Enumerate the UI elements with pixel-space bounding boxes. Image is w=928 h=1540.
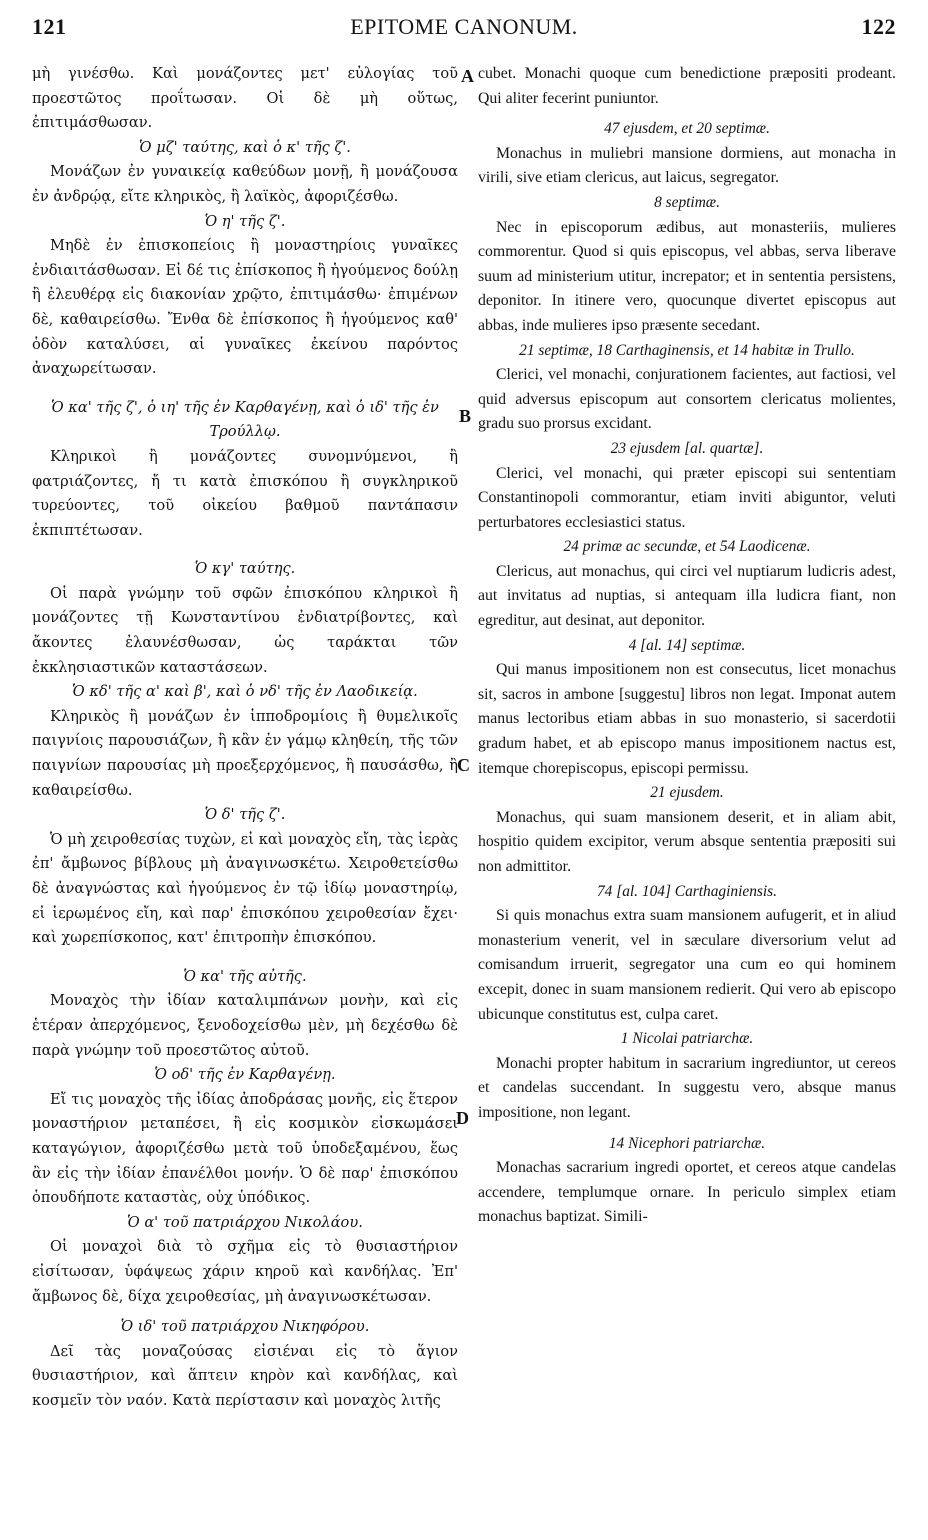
- greek-canon-heading: Ὁ ιδ' τοῦ πατριάρχου Νικηφόρου.: [120, 1318, 370, 1336]
- margin-marker-b: B: [459, 406, 472, 426]
- greek-canon-heading: Ὁ κα' τῆς αὐτῆς.: [183, 967, 307, 985]
- latin-paragraph: Clericus, aut monachus, qui circi vel nuptiarum ludicris adest, aut invitatus ad nuptias, si antequam illa ludicra fiant, non egreditur, aut desinat, aut deponitor.: [478, 562, 896, 630]
- latin-canon-heading: 21 ejusdem.: [650, 784, 724, 802]
- greek-paragraph: Εἴ τις μοναχὸς τῆς ἰδίας ἀποδράσας μονῆς, εἰς ἕτερον μοναστήριον μεταπέσει, ἢ εἰς κοσμικὸν εἰσκωμάσει καταγώγιον, ἀφοριζέσθω μετὰ τοῦ ὑποδεξαμένου, ἕως ἂν εἰς τὴν ἰδίαν ἐπανέλθοι μονήν. Ὁ δὲ παρ' ἐπισκόπου ὁπουδήποτε καταστὰς, οὐχ ὑπόδικος.: [32, 1090, 458, 1207]
- greek-paragraph: Οἱ μοναχοὶ διὰ τὸ σχῆμα εἰς τὸ θυσιαστήριον εἰσίτωσαν, ὑφάψεως χάριν κηροῦ καὶ κανδήλας. Ἐπ' ἄμβωνος δὲ, δίχα χειροθεσίας, μὴ ἀναγινωσκέτωσαν.: [32, 1238, 458, 1305]
- greek-paragraph: Μονάζων ἐν γυναικείᾳ καθεύδων μονῇ, ἢ μονάζουσα ἐν ἀνδρῴᾳ, εἴτε κληρικὸς, ἢ λαϊκὸς, ἀφοριζέσθω.: [32, 163, 458, 205]
- page-number-right: 122: [861, 14, 896, 39]
- latin-paragraph: Monachus in muliebri mansione dormiens, aut monacha in virili, sive etiam clericus, aut laicus, segregator.: [478, 144, 896, 187]
- greek-canon-heading: Ὁ μζ' ταύτης, καὶ ὁ κ' τῆς ζ'.: [139, 138, 351, 156]
- greek-paragraph: Δεῖ τὰς μοναζούσας εἰσιέναι εἰς τὸ ἅγιον θυσιαστήριον, καὶ ἅπτειν κηρὸν καὶ κανδήλας, καὶ κοσμεῖν τὸν ναόν. Κατὰ περίστασιν καὶ μοναχὸς λιτῆς: [32, 1342, 458, 1409]
- latin-paragraph: Monachi propter habitum in sacrarium ingrediuntor, ut cereos et candelas succendant. In suggestu vero, absque manus impositione, non legant.: [478, 1054, 896, 1121]
- latin-canon-heading: 24 primæ ac secundæ, et 54 Laodicenæ.: [563, 538, 811, 556]
- spacer: [32, 543, 458, 557]
- latin-canon-heading: 74 [al. 104] Carthaginiensis.: [596, 882, 777, 900]
- spacer: [32, 951, 458, 965]
- greek-canon-heading: Ὁ η' τῆς ζ'.: [204, 212, 286, 230]
- greek-paragraph: Μηδὲ ἐν ἐπισκοπείοις ἢ μοναστηρίοις γυναῖκες ἐνδιαιτάσθωσαν. Εἰ δέ τις ἐπίσκοπος ἢ ἡγούμενος δούλῃ ἢ ἐλευθέρᾳ εἰς διακονίαν χρῷτο, ἐπιτιμάσθω· ἐπιμένων δὲ, καθαιρείσθω. Ἔνθα δὲ ἐπίσκοπος ἢ ἡγούμενος καθ' ὁδὸν καταλύσει, αἱ γυναῖκες ἐκείνου παρόντος ἀναχωρείτωσαν.: [32, 237, 458, 378]
- latin-canon-heading: 8 septimæ.: [654, 193, 720, 211]
- latin-canon-heading: 4 [al. 14] septimæ.: [628, 636, 746, 654]
- greek-paragraph: Κληρικοὶ ἢ μονάζοντες συνομνύμενοι, ἢ φατριάζοντες, ἤ τι κατὰ ἐπισκόπου ἢ συγκληρικοῦ τυρεύοντες, τοῦ οἰκείου βαθμοῦ παντάπασιν ἐκπιπτέτωσαν.: [32, 447, 458, 539]
- latin-paragraph: Clerici, vel monachi, qui præter episcopi sui sententiam Constantinopoli commorantur, etiam inviti abiguntor, veluti perturbatores ecclesiastici status.: [478, 464, 896, 531]
- greek-column: [32, 62, 458, 1527]
- latin-paragraph: Qui manus impositionem non est consecutus, licet monachus sit, sacros in ambone [suggestu] libros non legat. Imponat autem manus lectoribus etiam abbas in suo monasterio, si sacerdotii gradum habet, et ab episcopo manus impositionem nactus est, itemque chorepiscopus, episcopi permissu.: [478, 661, 896, 777]
- greek-canon-heading: Ὁ δ' τῆς ζ'.: [204, 806, 286, 824]
- greek-paragraph: Ὁ μὴ χειροθεσίας τυχὼν, εἰ καὶ μοναχὸς εἴη, τὰς ἱερὰς ἐπ' ἄμβωνος βίβλους μὴ ἀναγινωσκέτω. Χειροθετείσθω δὲ ἀναγνώστας καὶ ἡγούμενος ἐν τῷ ἰδίῳ μοναστηρίῳ, εἰ ἱερωμένος εἴη, καὶ παρ' ἐπισκόπου χειροθεσίαν ἔχει· καὶ χωρεπίσκοπος, κατ' ἐπιτροπὴν ἐπισκόπου.: [32, 830, 458, 947]
- latin-column: [478, 62, 896, 1527]
- greek-canon-heading: Ὁ κγ' ταύτης.: [194, 560, 296, 578]
- latin-canon-heading: 47 ejusdem, et 20 septimæ.: [604, 120, 770, 138]
- spacer: [32, 382, 458, 396]
- latin-paragraph: Si quis monachus extra suam mansionem aufugerit, et in aliud monasterium venerit, vel in sæculare diversorium velut ad comisandum irruerit, segregator una cum eo qui hominem excepit, donec in suam mansionem redierit. Qui vero ab episcopo ubicunque constitutus est, culpa caret.: [478, 907, 896, 1023]
- latin-canon-heading: 1 Nicolai patriarchæ.: [620, 1030, 754, 1048]
- margin-marker-d: D: [456, 1108, 469, 1128]
- greek-canon-heading: Ὁ κα' τῆς ζ', ὁ ιη' τῆς ἐν Καρθαγένῃ, καὶ ὁ ιδ' τῆς ἐν Τρούλλῳ.: [51, 398, 439, 441]
- latin-canon-heading: 23 ejusdem [al. quartæ].: [610, 439, 764, 457]
- greek-canon-heading: Ὁ κδ' τῆς α' καὶ β', καὶ ὁ νδ' τῆς ἐν Λαοδικείᾳ.: [72, 683, 418, 701]
- greek-paragraph: Μοναχὸς τὴν ἰδίαν καταλιμπάνων μονὴν, καὶ εἰς ἑτέραν ἀπερχόμενος, ξενοδοχείσθω μὲν, μὴ δεχέσθω δὲ παρὰ γνώμην τοῦ προεστῶτος αὐτοῦ.: [32, 992, 458, 1059]
- latin-canon-heading: 21 septimæ, 18 Carthaginensis, et 14 habitæ in Trullo.: [519, 341, 855, 359]
- latin-paragraph: Nec in episcoporum ædibus, aut monasteriis, mulieres commorentur. Quod si quis episcopus, vel abbas, serva liberave suum ad ministerium utitur, increpator; et in sententia persistens, deponitor. In itinere vero, quocunque divertet episcopus aut abbas, inde mulieres ipso præsente secedant.: [478, 218, 896, 334]
- page-header: [32, 14, 896, 50]
- greek-canon-heading: Ὁ α' τοῦ πατριάρχου Νικολάου.: [127, 1213, 363, 1231]
- latin-paragraph: cubet. Monachi quoque cum benedictione præpositi prodeant. Qui aliter fecerint puniuntor.: [478, 65, 896, 107]
- latin-paragraph: Clerici, vel monachi, conjurationem facientes, aut factiosi, vel quid adversus episcopum aut consortem clericatus molientes, gradu suo prorsus excidant.: [478, 366, 896, 433]
- greek-paragraph: Οἱ παρὰ γνώμην τοῦ σφῶν ἐπισκόπου κληρικοὶ ἢ μονάζοντες τῇ Κωνσταντίνου ἐνδιατρίβοντες, καὶ ἄκοντες ἐλαυνέσθωσαν, ὡς ταράκται τῶν ἐκκλησιαστικῶν καταστάσεων.: [32, 584, 458, 676]
- margin-marker-c: C: [457, 755, 470, 775]
- greek-paragraph: μὴ γινέσθω. Καὶ μονάζοντες μετ' εὐλογίας τοῦ προεστῶτος προΐτωσαν. Οἱ δὲ μὴ οὕτως, ἐπιτιμάσθωσαν.: [32, 65, 458, 132]
- running-title: EPITOME CANONUM.: [350, 14, 578, 39]
- latin-paragraph: Monachus, qui suam mansionem deserit, et in aliam abit, hospitio quidem excipitor, verum absque sententia præpositi sui non admittitor.: [478, 808, 896, 875]
- margin-marker-a: A: [461, 66, 474, 86]
- greek-paragraph: Κληρικὸς ἢ μονάζων ἐν ἱπποδρομίοις ἢ θυμελικοῖς παιγνίοις παρουσιάζων, ἢ κἂν ἐν γάμῳ κληθείη, τῆς τῶν παιγνίων παρουσίας μὴ προεξερχόμενος, ἢ παυσάσθω, ἢ καθαιρείσθω.: [32, 707, 458, 799]
- latin-paragraph: Monachas sacrarium ingredi oportet, et cereos atque candelas accendere, templumque ornare. In periculo simplex etiam monachus baptizat. Simili-: [478, 1159, 896, 1226]
- greek-canon-heading: Ὁ οδ' τῆς ἐν Καρθαγένῃ.: [154, 1066, 336, 1084]
- latin-canon-heading: 14 Nicephori patriarchæ.: [608, 1134, 766, 1152]
- page-number-left: 121: [32, 14, 67, 39]
